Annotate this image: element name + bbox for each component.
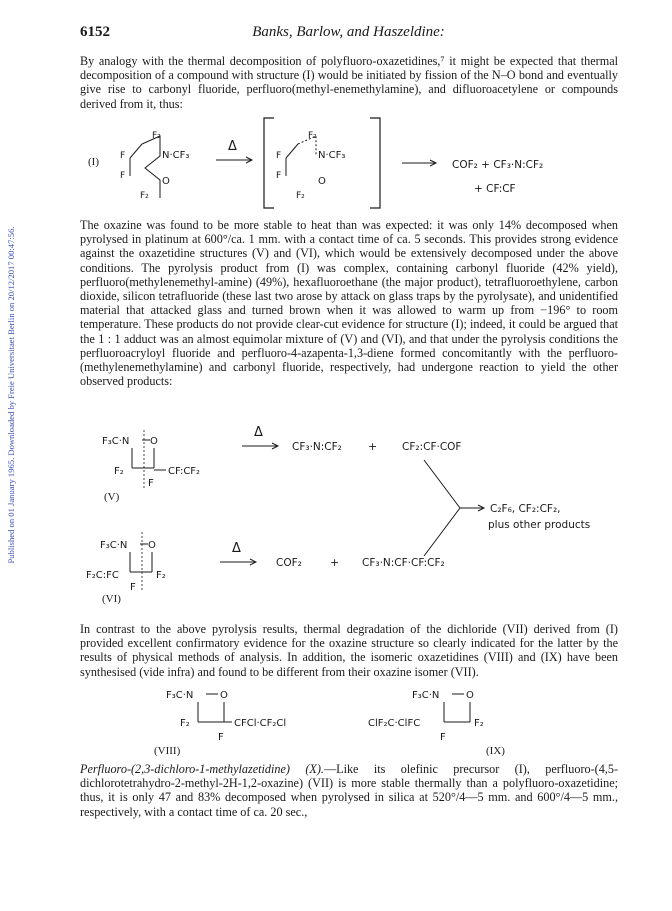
label-VIII: (VIII)	[154, 745, 181, 756]
oxazetidine-VI	[86, 532, 166, 605]
intermediate-o: O	[318, 176, 326, 187]
v-f: F	[148, 478, 154, 489]
ix-f: F	[440, 732, 446, 743]
intermediate-left-bottom-f: F	[276, 171, 282, 181]
page-header	[80, 24, 617, 44]
paragraph-1: By analogy with the thermal decomposition of polyfluoro-oxazetidines,⁷ it might be expected that thermal decomposition of a compound with structure (I) would be initiated by fission of the N–O bond and eventually give rise to carbonyl fluoride, perfluoro(methyl-enemethylamine), and difluoroacetylene or compounds derived from it, thus:	[80, 54, 618, 111]
download-watermark	[4, 150, 18, 640]
intermediate-n-cf3: N·CF₃	[318, 150, 346, 161]
label-V: (V)	[104, 491, 120, 503]
ix-f2: F₂	[474, 718, 484, 729]
final-products-1: C₂F₆, CF₂:CF₂,	[490, 503, 561, 515]
viii-o: O	[220, 690, 228, 701]
oxazetidine-VIII	[154, 690, 286, 756]
ring-n-cf3: N·CF₃	[162, 150, 190, 161]
converge-line-bottom	[424, 508, 460, 556]
plus-2: +	[330, 556, 340, 569]
plus-1: +	[368, 440, 378, 453]
scheme-2	[80, 420, 618, 608]
vi-f: F	[130, 582, 136, 593]
bracket-left	[264, 118, 274, 208]
product-c: COF₂	[276, 557, 302, 569]
ring-left-bottom-f: F	[120, 171, 126, 181]
intermediate-left-top-f: F	[276, 151, 282, 161]
label-VI: (VI)	[102, 593, 121, 605]
ring-top-f2: F₂	[152, 131, 161, 141]
vi-f3c-n: F₃C·N	[100, 540, 128, 551]
oxazetidine-V	[102, 430, 200, 503]
paragraph-2: The oxazine was found to be more stable to heat than was expected: it was only 14% decomposed when pyrolysed in platinum at 600°/ca. 1 mm. with a contact time of ca. 5 seconds. This provides strong evidence against the oxazetidine structures (V) and (VI), which would be extensively decomposed under the above conditions. The pyrolysis product from (I) was complex, containing carbonyl fluoride (42% yield), perfluoro(methylenemethyl-amine) (49%), hexafluoroethane (the major product), tetrafluoroethylene, carbon dioxide, silicon tetrafluoride (these last two arose by attack on glass traps by the pyrolysate), and unidentified material that attacked glass and turned brown when it was allowed to warm up from −196° to room temperature. These products do not provide clear-cut evidence for structure (I); indeed, it could be argued that the 1 : 1 adduct was an almost equimolar mixture of (V) and (VI), and that under the pyrolysis conditions the perfluoroacryloyl fluoride and perfluoro-4-azapenta-1,3-diene formed concomitantly with the perfluoro-(methylenemethylamine) and carbonyl fluoride, respectively, had undergone reaction to yield the other observed products:	[80, 218, 618, 389]
paragraph-3: In contrast to the above pyrolysis results, thermal degradation of the dichloride (VII) derived from (I) provided excellent confirmatory evidence for the oxazine structure so clearly indicated for the latter by the results of physical methods of analysis. In addition, the isomeric oxazetidines (VIII) and (IX) have been synthesised (vide infra) and found to be different from their oxazine isomer (VII).	[80, 622, 618, 679]
download-watermark-text: Published on 01 January 1965. Downloaded by Freie Universitaet Berlin on 20/12/2017 00:47:56.	[6, 226, 16, 564]
v-f3c-n: F₃C·N	[102, 436, 130, 447]
oxazetidine-IX	[368, 690, 505, 756]
v-o: O	[150, 436, 158, 447]
ring-bond-left	[130, 144, 142, 158]
viii-f2: F₂	[180, 718, 190, 729]
delta-1: Δ	[228, 139, 237, 154]
products-line-1: COF₂ + CF₃·N:CF₂	[452, 159, 544, 171]
vi-left-substituent: F₂C:FC	[86, 570, 119, 581]
label-IX: (IX)	[486, 745, 505, 756]
products-line-2: + CF:CF	[474, 183, 516, 195]
intermediate-bottom-f2: F₂	[296, 191, 305, 201]
paragraph-4-body: —Like its olefinic precursor (I), perfluoro-(4,5-dichlorotetrahydro-2-methyl-2H-1,2-oxazine) (VII) is more stable thermally than a polyfluoro-oxazetidine; thus, it is only 47 and 83% decomposed when pyrolysed in silica at 520°/4—5 mm. and 600°/4—5 mm., respectively, with a contact time of ca. 20 sec.,	[80, 762, 619, 819]
paragraph-4	[80, 762, 618, 819]
intermediate-ring	[276, 131, 345, 201]
bracket-right	[370, 118, 380, 208]
ring-bottom-f2: F₂	[140, 191, 149, 201]
ring-bonds	[142, 136, 160, 198]
intermediate-bond-left	[286, 144, 298, 158]
viii-f3c-n: F₃C·N	[166, 690, 194, 701]
viii-substituent: CFCl·CF₂Cl	[234, 718, 287, 729]
ring-o: O	[162, 176, 170, 187]
intermediate-top-f2: F₂	[308, 131, 317, 141]
ix-o: O	[466, 690, 474, 701]
running-head-authors: Banks, Barlow, and Haszeldine:	[252, 24, 445, 40]
paragraph-4-title: Perfluoro-(2,3-dichloro-1-methylazetidine) (X).	[80, 762, 324, 776]
v-f2: F₂	[114, 466, 124, 477]
scheme-3	[80, 684, 618, 756]
viii-f: F	[218, 732, 224, 743]
ix-left-substituent: ClF₂C·ClFC	[368, 718, 421, 729]
page-number: 6152	[80, 24, 110, 40]
product-a: CF₃·N:CF₂	[292, 441, 342, 453]
v-substituent: CF:CF₂	[168, 466, 201, 477]
converge-line-top	[424, 460, 460, 508]
product-b: CF₂:CF·COF	[402, 441, 462, 453]
product-d: CF₃·N:CF·CF:CF₂	[362, 557, 445, 569]
scheme-1	[80, 108, 618, 214]
vi-f2: F₂	[156, 570, 166, 581]
ix-f3c-n: F₃C·N	[412, 690, 440, 701]
oxazine-ring-I	[120, 131, 189, 201]
delta-2: Δ	[254, 425, 263, 440]
label-I: (I)	[88, 156, 99, 168]
ring-left-top-f: F	[120, 151, 126, 161]
final-products-2: plus other products	[488, 519, 591, 531]
vi-o: O	[148, 540, 156, 551]
delta-3: Δ	[232, 541, 241, 556]
